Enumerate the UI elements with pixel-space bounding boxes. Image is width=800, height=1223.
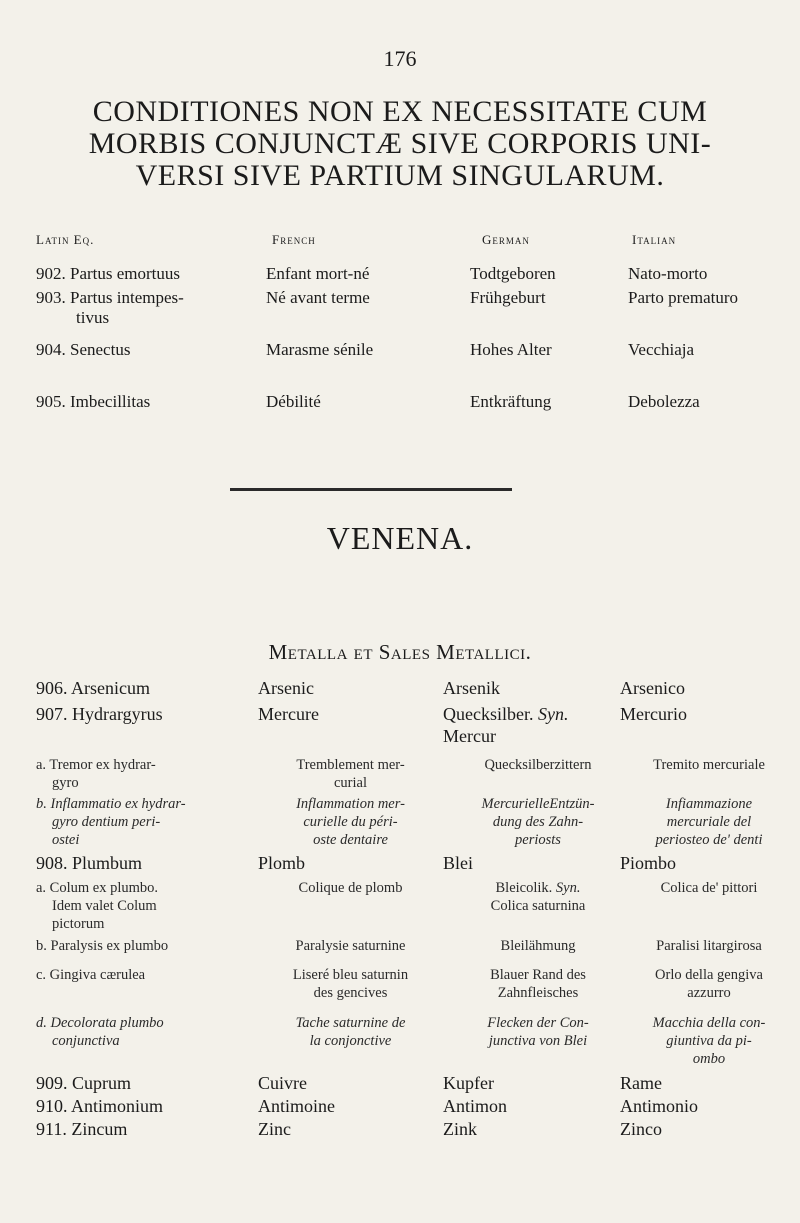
title-line-3: VERSI SIVE PARTIUM SINGULARUM. — [135, 159, 665, 192]
german-term — [443, 879, 633, 915]
title-line-1: CONDITIONES NON EX NECESSITATE CUM — [92, 95, 708, 128]
german-term: Entkräftung — [470, 392, 552, 411]
column-header-italian: Italian — [632, 232, 677, 247]
german-term: Arsenik — [443, 678, 500, 698]
latin-term: 903. Partus intempes- tivus — [36, 288, 184, 327]
french-term: Débilité — [266, 392, 321, 411]
latin-term: 911. Zincum — [36, 1119, 128, 1139]
italian-term: Mercurio — [620, 704, 687, 724]
latin-term: 902. Partus emortuus — [36, 264, 181, 283]
french-term: Colique de plomb — [298, 880, 403, 896]
german-term: Blei — [443, 853, 473, 873]
german-term-synonym: Mercur — [443, 726, 496, 746]
german-term: MercurielleEntzün- dung des Zahn- periosts — [481, 796, 595, 848]
german-term: Antimon — [443, 1096, 508, 1116]
title-line-2: MORBIS CONJUNCTÆ SIVE CORPORIS UNI- — [88, 127, 712, 160]
italian-term: Colica de' pittori — [660, 880, 758, 896]
french-term: Enfant mort-né — [266, 264, 370, 283]
german-term: Hohes Alter — [470, 340, 552, 359]
french-term: Tremblement mer- curial — [296, 757, 405, 791]
latin-term: 907. Hydrargyrus — [36, 704, 163, 724]
latin-term: 906. Arsenicum — [36, 678, 150, 698]
italian-term: Debolezza — [628, 392, 700, 411]
german-term-main: Quecksilber. — [443, 704, 534, 724]
french-term: Antimoine — [258, 1096, 335, 1116]
italian-term: Nato-morto — [628, 264, 708, 283]
french-term: Inflammation mer- curielle du péri- oste dentaire — [296, 796, 405, 848]
latin-term: a. Colum ex plumbo. Idem valet Colum pictorum — [36, 880, 159, 932]
latin-term: b. Inflammatio ex hydrar- gyro dentium peri- ostei — [36, 796, 186, 848]
latin-term: a. Tremor ex hydrar- gyro — [36, 757, 156, 791]
french-term: Zinc — [258, 1119, 291, 1139]
latin-term: 909. Cuprum — [36, 1073, 132, 1093]
french-term: Plomb — [258, 853, 306, 873]
page-title — [20, 96, 780, 192]
french-term: Liseré bleu saturnin des gencives — [292, 967, 409, 1001]
latin-term: 908. Plumbum — [36, 853, 143, 873]
subsection-title: Metalla et Sales Metallici. — [268, 640, 532, 664]
german-term: Quecksilberzittern — [484, 757, 592, 773]
german-term-synonym: Colica saturnina — [490, 898, 586, 914]
german-term: Flecken der Con- junctiva von Blei — [487, 1015, 589, 1049]
german-term: Frühgeburt — [470, 288, 546, 307]
german-term — [443, 703, 633, 747]
german-term-main: Bleicolik. — [495, 880, 553, 896]
french-term: Tache saturnine de la conjonctive — [295, 1015, 406, 1049]
italian-term: Tremito mercuriale — [653, 757, 765, 773]
italian-term: Piombo — [620, 853, 677, 873]
italian-term: Paralisi litargirosa — [656, 938, 762, 954]
italian-term: Infiammazione mercuriale del periosteo de' denti — [655, 796, 763, 848]
german-term: Zink — [443, 1119, 477, 1139]
french-term: Cuivre — [258, 1073, 307, 1093]
french-term: Arsenic — [258, 678, 314, 698]
column-header-french: French — [272, 232, 316, 247]
french-term: Mercure — [258, 704, 319, 724]
section-divider — [230, 488, 512, 491]
latin-term: b. Paralysis ex plumbo — [36, 938, 169, 954]
italian-term: Arsenico — [620, 678, 685, 698]
section-title: VENENA. — [326, 520, 474, 556]
italian-term: Orlo della gengiva azzurro — [655, 967, 763, 1001]
column-header-latin: Latin Eq. — [36, 232, 95, 247]
french-term: Paralysie saturnine — [295, 938, 406, 954]
german-term: Blauer Rand des Zahnfleisches — [490, 967, 586, 1001]
synonym-marker: Syn. — [537, 704, 569, 724]
italian-term: Vecchiaja — [628, 340, 695, 359]
italian-term: Antimonio — [620, 1096, 699, 1116]
german-term: Todtgeboren — [470, 264, 556, 283]
french-term: Marasme sénile — [266, 340, 374, 359]
latin-term: d. Decolorata plumbo conjunctiva — [36, 1015, 164, 1049]
latin-term: 905. Imbecillitas — [36, 392, 151, 411]
italian-term: Rame — [620, 1073, 662, 1093]
synonym-marker: Syn. — [555, 880, 581, 896]
german-term: Kupfer — [443, 1073, 494, 1093]
latin-term: c. Gingiva cærulea — [36, 967, 146, 983]
italian-term: Parto prematuro — [628, 288, 738, 307]
italian-term: Macchia della con- giuntiva da pi- ombo — [652, 1015, 766, 1067]
column-header-german: German — [482, 232, 530, 247]
latin-term: 910. Antimonium — [36, 1096, 164, 1116]
page-number: 176 — [383, 46, 417, 71]
french-term: Né avant terme — [266, 288, 370, 307]
german-term: Bleilähmung — [500, 938, 576, 954]
latin-term: 904. Senectus — [36, 340, 131, 359]
italian-term: Zinco — [620, 1119, 662, 1139]
